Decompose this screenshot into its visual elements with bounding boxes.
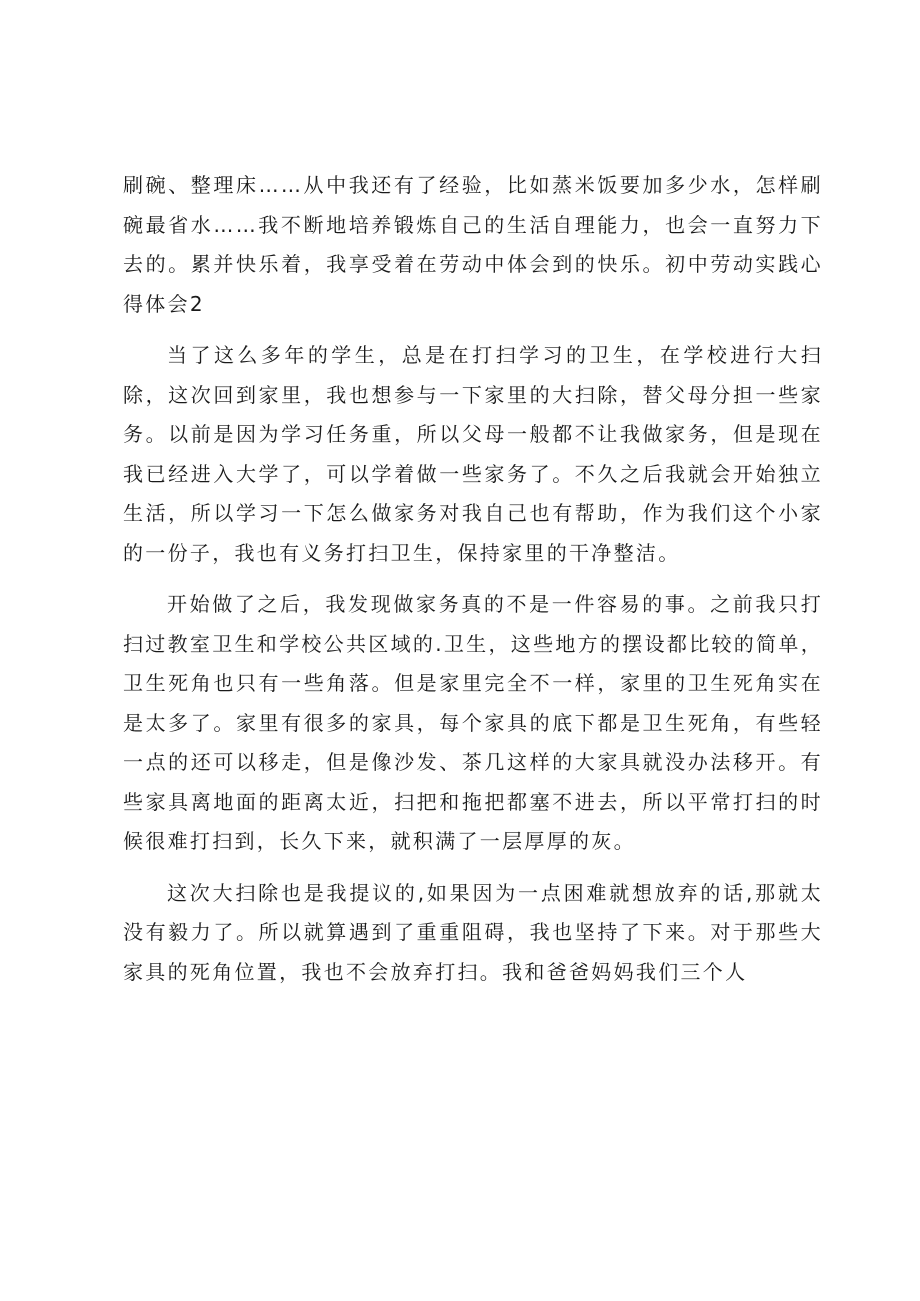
paragraph-3: 开始做了之后，我发现做家务真的不是一件容易的事。之前我只打扫过教室卫生和学校公共区域的.卫生，这些地方的摆设都比较的简单，卫生死角也只有一些角落。但是家里完全不一样，家里的卫生死角实在是太多了。家里有很多的家具，每个家具的底下都是卫生死角，有些轻一点的还可以移走，但是像沙发、茶几这样的大家具就没办法移开。有些家具离地面的距离太近，扫把和拖把都塞不进去，所以平常打扫的时候很难打扫到，长久下来，就积满了一层厚厚的灰。: [123, 592, 823, 853]
paragraph-4: 这次大扫除也是我提议的,如果因为一点困难就想放弃的话,那就太没有毅力了。所以就算遇到了重重阻碍，我也坚持了下来。对于那些大家具的死角位置，我也不会放弃打扫。我和爸爸妈妈我们三个人: [123, 880, 823, 984]
document-body: [123, 166, 823, 992]
paragraph-1: 刷碗、整理床……从中我还有了经验，比如蒸米饭要加多少水，怎样刷碗最省水……我不断地培养锻炼自己的生活自理能力，也会一直努力下去的。累并快乐着，我享受着在劳动中体会到的快乐。初中劳动实践心得体会2: [123, 173, 823, 316]
paragraph-2: 当了这么多年的学生，总是在打扫学习的卫生，在学校进行大扫除，这次回到家里，我也想参与一下家里的大扫除，替父母分担一些家务。以前是因为学习任务重，所以父母一般都不让我做家务，但是现在我已经进入大学了，可以学着做一些家务了。不久之后我就会开始独立生活，所以学习一下怎么做家务对我自己也有帮助，作为我们这个小家的一份子，我也有义务打扫卫生，保持家里的干净整洁。: [123, 343, 823, 565]
